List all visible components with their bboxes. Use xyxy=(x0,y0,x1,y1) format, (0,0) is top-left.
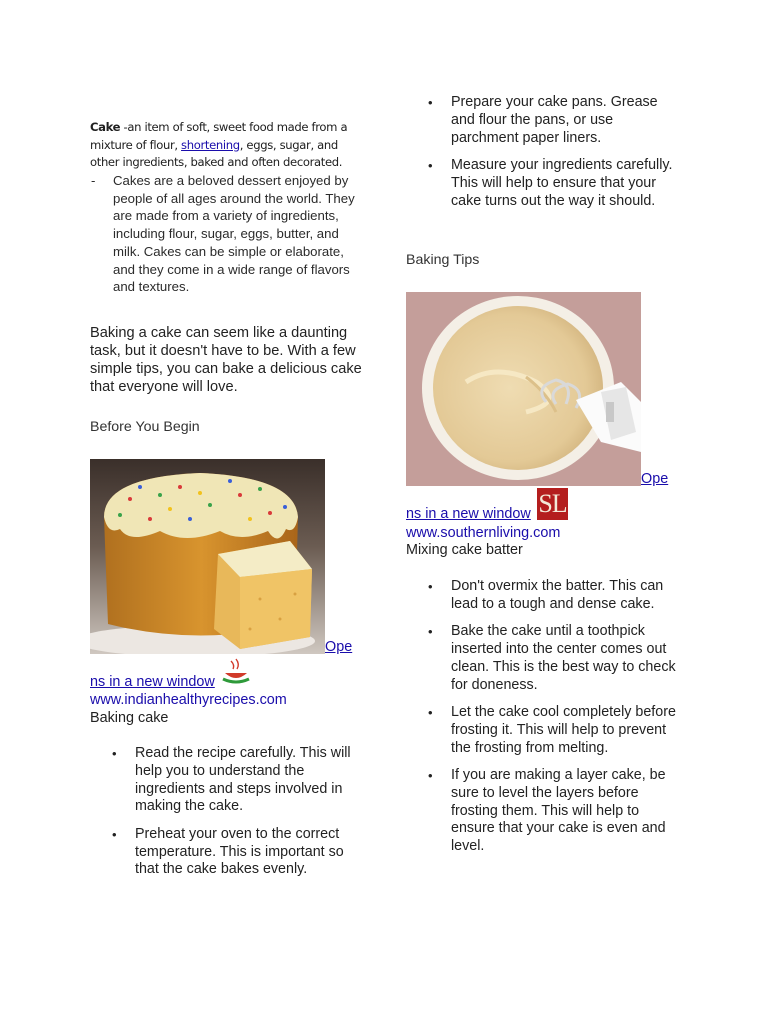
open-new-window-link-a[interactable]: Ope xyxy=(325,639,353,655)
definition-text-end: , eggs, sugar, and other ingredients, baked and often decorated. xyxy=(90,137,343,169)
right-top-bullet-list xyxy=(406,94,684,220)
recipe-site-logo-icon xyxy=(221,657,251,685)
right-bottom-bullet-list xyxy=(406,578,684,866)
open-new-window-link-b[interactable]: ns in a new window xyxy=(90,674,215,690)
open-new-window-link-b-right[interactable]: ns in a new window xyxy=(406,506,531,522)
dash-marker: - xyxy=(91,173,96,188)
list-item: • Prepare your cake pans. Grease and flour the pans, or use parchment paper liners. xyxy=(406,94,684,147)
source-url[interactable]: www.indianhealthyrecipes.com xyxy=(90,692,287,708)
dash-item-text: Cakes are a beloved dessert enjoyed by people of all ages around the world. They are made from a variety of ingredients, including flour, sugar, eggs, butter, and milk. Cakes can be simple or elaborate, and they come in a wide range of flavors and textures. xyxy=(113,173,355,295)
dash-list-item xyxy=(91,172,363,296)
intro-paragraph: Baking a cake can seem like a daunting task, but it doesn't have to be. With a few simple tips, you can bake a delicious cake that everyone will love. xyxy=(90,325,362,395)
source-url[interactable]: www.southernliving.com xyxy=(406,525,561,541)
list-item: • Let the cake cool completely before frosting it. This will help to prevent the frosting from melting. xyxy=(406,704,684,757)
list-item: • Don't overmix the batter. This can lead to a tough and dense cake. xyxy=(406,578,684,614)
mixing-batter-image[interactable] xyxy=(406,292,641,486)
image-caption: Baking cake xyxy=(90,710,169,726)
list-item: • If you are making a layer cake, be sure to level the layers before frosting them. This will help to ensure that your cake is even and level. xyxy=(406,767,684,856)
before-you-begin-heading: Before You Begin xyxy=(90,419,200,435)
image-caption: Mixing cake batter xyxy=(406,542,523,558)
list-item: • Preheat your oven to the correct temperature. This is important so that the cake bakes evenly. xyxy=(90,826,365,879)
cake-definition xyxy=(90,119,362,172)
southern-living-logo-icon: SL xyxy=(538,489,567,518)
definition-text: -an item of soft, sweet food made from a mixture of flour, xyxy=(90,120,348,152)
shortening-link[interactable]: shortening xyxy=(181,137,240,152)
open-new-window-link-a-right[interactable]: Ope xyxy=(641,471,669,487)
list-item: • Read the recipe carefully. This will help you to understand the ingredients and steps involved in making the cake. xyxy=(90,745,365,816)
list-item: • Bake the cake until a toothpick inserted into the center comes out clean. This is the best way to check for doneness. xyxy=(406,623,684,694)
definition-term: Cake xyxy=(90,120,121,134)
list-item: • Measure your ingredients carefully. This will help to ensure that your cake turns out the way it should. xyxy=(406,157,684,210)
baking-tips-heading: Baking Tips xyxy=(406,252,480,268)
baking-cake-image[interactable] xyxy=(90,459,325,654)
left-bullet-list xyxy=(90,745,365,889)
